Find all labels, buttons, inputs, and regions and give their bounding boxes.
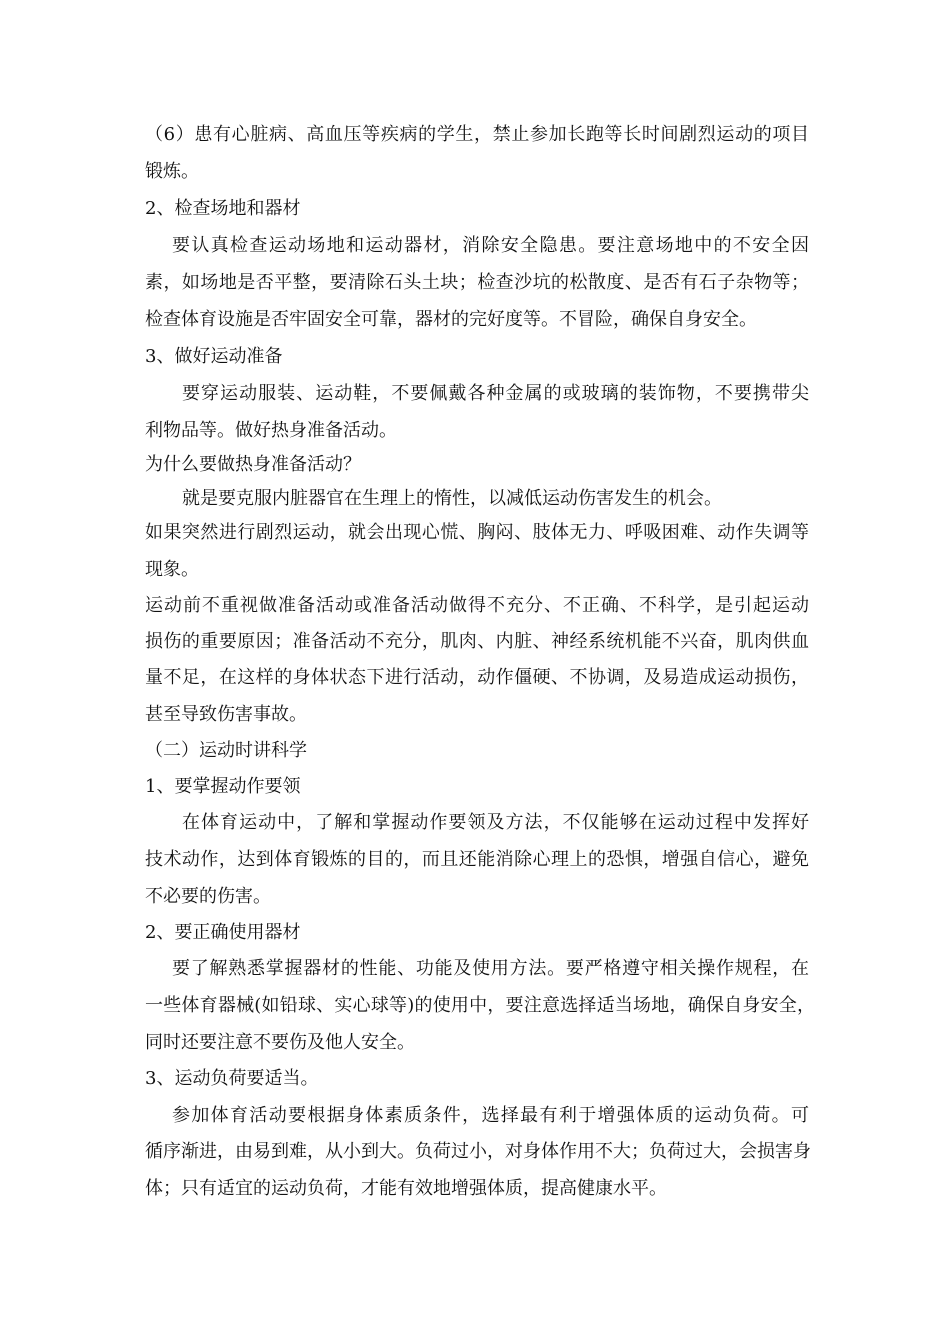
text-line: 如果突然进行剧烈运动，就会出现心慌、胸闷、肢体无力、呼吸困难、动作失调等 [145, 522, 809, 543]
text-line: 要穿运动服装、运动鞋，不要佩戴各种金属的或玻璃的装饰物，不要携带尖 [182, 383, 809, 404]
text-line: 就是要克服内脏器官在生理上的惰性，以减低运动伤害发生的机会。 [182, 488, 722, 509]
section-heading: 1、要掌握动作要领 [145, 776, 301, 797]
text-line: 量不足，在这样的身体状态下进行活动，动作僵硬、不协调，及易造成运动损伤， [145, 667, 809, 688]
text-line: 要了解熟悉掌握器材的性能、功能及使用方法。要严格遵守相关操作规程，在 [172, 958, 809, 979]
section-heading: 3、运动负荷要适当。 [145, 1068, 319, 1089]
text-line: 不必要的伤害。 [145, 886, 271, 907]
question-line: 为什么要做热身准备活动？ [145, 454, 361, 475]
text-line: 锻炼。 [145, 161, 199, 182]
section-heading: 2、检查场地和器材 [145, 198, 301, 219]
text-line: 利物品等。做好热身准备活动。 [145, 420, 397, 441]
text-line: 素，如场地是否平整，要清除石头土块；检查沙坑的松散度、是否有石子杂物等； [145, 272, 809, 293]
text-line: （6）患有心脏病、高血压等疾病的学生，禁止参加长跑等长时间剧烈运动的项目 [145, 124, 809, 145]
section-heading: 2、要正确使用器材 [145, 922, 301, 943]
text-line: 体；只有适宜的运动负荷，才能有效地增强体质，提高健康水平。 [145, 1178, 667, 1199]
text-line: 一些体育器械(如铅球、实心球等)的使用中，要注意选择适当场地，确保自身安全， [145, 995, 815, 1016]
text-line: 要认真检查运动场地和运动器材，消除安全隐患。要注意场地中的不安全因 [172, 235, 809, 256]
section-heading: 3、做好运动准备 [145, 346, 283, 367]
text-line: 检查体育设施是否牢固安全可靠，器材的完好度等。不冒险，确保自身安全。 [145, 309, 757, 330]
text-line: 循序渐进，由易到难，从小到大。负荷过小，对身体作用不大；负荷过大，会损害身 [145, 1141, 811, 1162]
text-line: 运动前不重视做准备活动或准备活动做得不充分、不正确、不科学，是引起运动 [145, 595, 809, 616]
text-line: 甚至导致伤害事故。 [145, 704, 307, 725]
section-heading: （二）运动时讲科学 [145, 740, 307, 761]
text-line: 损伤的重要原因；准备活动不充分，肌肉、内脏、神经系统机能不兴奋，肌肉供血 [145, 631, 809, 652]
text-line: 现象。 [145, 559, 199, 580]
text-line: 在体育运动中，了解和掌握动作要领及方法，不仅能够在运动过程中发挥好 [182, 812, 809, 833]
text-line: 技术动作，达到体育锻炼的目的，而且还能消除心理上的恐惧，增强自信心，避免 [145, 849, 809, 870]
text-line: 参加体育活动要根据身体素质条件，选择最有利于增强体质的运动负荷。可 [172, 1105, 809, 1126]
text-line: 同时还要注意不要伤及他人安全。 [145, 1032, 415, 1053]
